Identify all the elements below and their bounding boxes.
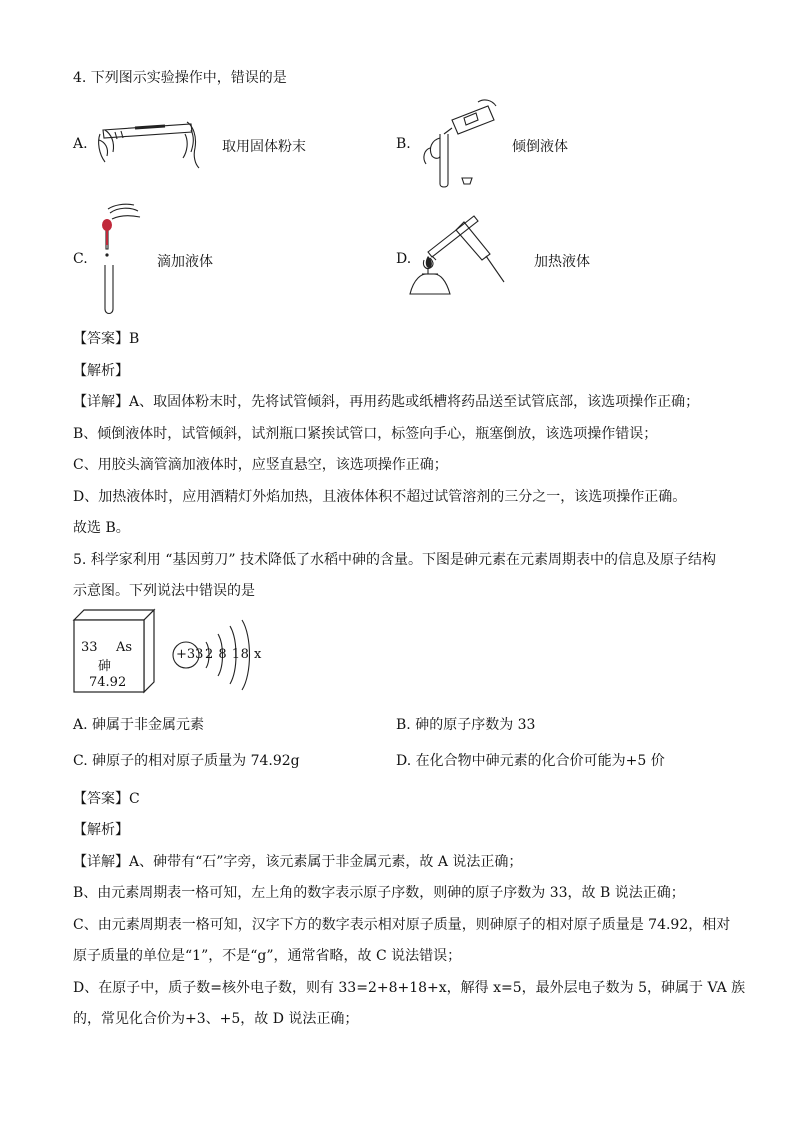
q5-detail-line-6: 的，常见化合价为+3、+5，故 D 说法正确；	[73, 1011, 359, 1027]
q4-option-a-letter: A.	[73, 136, 88, 152]
q4-option-d-letter: D.	[396, 251, 412, 267]
q5-stem-line-2: 示意图。下列说法中错误的是	[73, 583, 255, 599]
q5-stem-line-1: 5. 科学家利用 “基因剪刀” 技术降低了水稻中砷的含量。下图是砷元素在元素周期表中的信息及原子结构	[73, 552, 717, 568]
q5-detail-line-2: B、由元素周期表一格可知，左上角的数字表示原子序数，则砷的原子序数为 33，故 B 说法正确；	[73, 885, 685, 901]
atom-nucleus-charge: +33	[176, 647, 204, 662]
q4-analysis-tag: 【解析】	[73, 363, 129, 379]
detail-tag: 【详解】	[73, 394, 129, 410]
q4-answer-row	[73, 328, 139, 348]
q4-option-a-caption: 取用固体粉末	[222, 139, 306, 155]
q4-option-b-letter: B.	[396, 136, 411, 152]
option-letter: B.	[396, 717, 411, 733]
element-name: 砷	[98, 659, 112, 674]
q5-detail-line-5: D、在原子中，质子数=核外电子数，则有 33=2+8+18+x，解得 x=5，最外层电子数为 5，砷属于 VA 族	[73, 980, 746, 996]
q4-stem: 4. 下列图示实验操作中，错误的是	[73, 70, 287, 86]
q4-detail-line-4: D、加热液体时，应用酒精灯外焰加热，且液体体积不超过试管溶剂的三分之一，该选项操作正确。	[73, 489, 687, 505]
atom-electron-shells: 2 8 18 x	[205, 647, 262, 662]
q4-option-d-illustration	[404, 212, 514, 304]
q4-option-c-illustration	[94, 205, 154, 317]
q4-option-b-illustration	[418, 98, 498, 190]
option-letter: D.	[396, 753, 412, 769]
q5-option-d	[396, 750, 665, 770]
option-letter: A.	[73, 717, 88, 733]
q5-detail-line-3: C、由元素周期表一格可知，汉字下方的数字表示相对原子质量，则砷原子的相对原子质量是 74.92，相对	[73, 917, 731, 933]
q5-answer-row	[73, 788, 140, 808]
option-text: 砷原子的相对原子质量为 74.92g	[92, 753, 300, 769]
q4-option-a-illustration	[95, 112, 205, 172]
q4-detail-line-1	[73, 391, 699, 411]
answer-value: B	[129, 331, 140, 347]
option-text: 砷属于非金属元素	[92, 717, 205, 733]
answer-value: C	[129, 791, 140, 807]
q5-analysis-tag: 【解析】	[73, 822, 129, 838]
q4-option-c-caption: 滴加液体	[157, 254, 213, 270]
q5-option-b	[396, 714, 535, 734]
option-text: 砷的原子序数为 33	[415, 717, 536, 733]
detail-tag: 【详解】	[73, 854, 129, 870]
q5-detail-line-1	[73, 851, 522, 871]
detail-text: A、取固体粉末时，先将试管倾斜，再用药匙或纸槽将药品送至试管底部，该选项操作正确；	[129, 394, 700, 410]
q4-detail-line-2: B、倾倒液体时，试管倾斜，试剂瓶口紧挨试管口，标签向手心，瓶塞倒放，该选项操作错误；	[73, 426, 658, 442]
detail-text: A、砷带有“石”字旁，该元素属于非金属元素，故 A 说法正确；	[129, 854, 523, 870]
q5-option-c	[73, 750, 300, 770]
q5-detail-line-4: 原子质量的单位是“1”，不是“g”，通常省略，故 C 说法错误；	[73, 948, 462, 964]
q4-detail-line-3: C、用胶头滴管滴加液体时，应竖直悬空，该选项操作正确；	[73, 457, 448, 473]
element-mass: 74.92	[89, 675, 127, 690]
q4-option-b-caption: 倾倒液体	[512, 139, 568, 155]
element-atomic-number: 33	[81, 640, 98, 655]
answer-tag: 【答案】	[73, 791, 129, 807]
option-letter: C.	[73, 753, 88, 769]
option-text: 在化合物中砷元素的化合价可能为+5 价	[415, 753, 665, 769]
element-symbol: As	[116, 640, 133, 655]
q4-option-d-caption: 加热液体	[534, 254, 590, 270]
q4-option-c-letter: C.	[73, 251, 88, 267]
q5-option-a	[73, 714, 204, 734]
answer-tag: 【答案】	[73, 331, 129, 347]
q4-conclusion: 故选 B。	[73, 520, 130, 536]
